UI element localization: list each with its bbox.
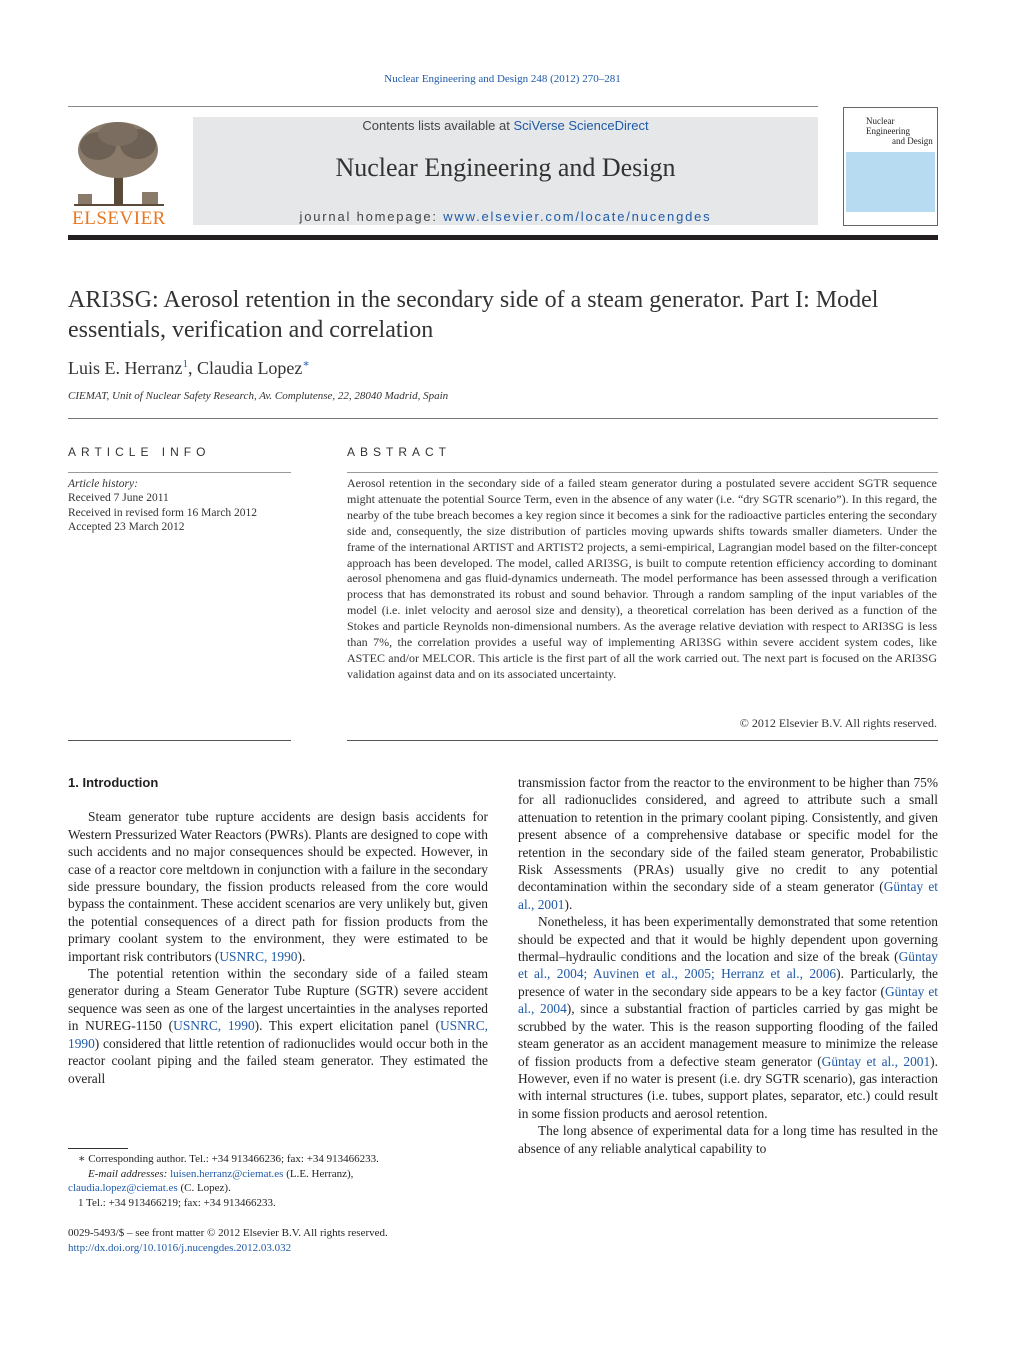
paragraph [68, 965, 488, 1087]
text-run: ). [564, 896, 573, 912]
email1-name: (L.E. Herranz), [283, 1167, 354, 1180]
corresponding-author-mark[interactable]: ∗ [302, 358, 310, 370]
cover-title-line2: and Design [892, 136, 933, 146]
section-rule [68, 418, 938, 419]
history-label: Article history: [68, 478, 138, 490]
text-run: ), since a substantial fraction of particles carried by gas might be scrubbed by the water. This is the reason supporting flooding of the failed steam generator as an accident management measure to minimize the release of fission products from a defective steam generator ( [518, 1001, 938, 1069]
citation-link[interactable]: USNRC, 1990 [219, 948, 298, 964]
citation-link[interactable]: USNRC, 1990 [173, 1018, 255, 1034]
footnote-corresponding: ∗ Corresponding author. Tel.: +34 913466236; fax: +34 913466233. [78, 1153, 379, 1165]
text-run: ). Particularly, the presence of water in the secondary side appears to be a key factor ( [518, 966, 938, 999]
homepage-prefix: journal homepage: [299, 209, 444, 224]
abstract-text: Aerosol retention in the secondary side of a failed steam generator during a postulated severe accident SGTR sequence might attenuate the potential Source Term, even in the absence of any water (i.e. “dry SGTR scenario”). In this regard, the nearby of the tube breach becomes a key region since it becomes a sink for the radioactive particles entering the secondary side and, consequently, the size distribution of particles moving upwards shifts towards smaller diameters. Under the frame of the international ARTIST and ARTIST2 projects, a semi-empirical, Lagrangian model based on the filter-concept approach has been developed. The model, called ARI3SG, is built to compute retention efficiency according to dominant aerosol phenomena and gas fluid-dynamics underneath. The model performance has been assessed through a verification process that has demonstrated its robust and sound behavior. Through a random sampling of the input variables of the model (i.e. inlet velocity and aerosol size and density), a theoretical correlation has been derived as a function of the Stokes and particle Reynolds non-dimensional numbers. As the average relative deviation with respect to ARI3SG is less than 7%, the correlation provides a useful way of implementing ARI3SG within severe accident system codes, like ASTEC and/or MELCOR. This article is the first part of all the work carried out. The next part is focused on the ARI3SG validation against data and on its associated uncertainty. [347, 476, 937, 681]
contents-line [193, 118, 818, 133]
abstract-rule-bottom [347, 740, 938, 741]
author-list [68, 357, 310, 379]
body-column-left [68, 774, 488, 1087]
author1-footnote-mark[interactable]: 1 [182, 358, 188, 370]
paragraph [518, 913, 938, 1122]
email-label: E-mail addresses: [88, 1167, 171, 1180]
elsevier-logo [68, 118, 170, 228]
author-separator: , [187, 358, 197, 378]
footnote-emails [68, 1167, 498, 1182]
text-run: transmission factor from the reactor to the environment to be higher than 75% for all radionuclides considered, and agreed to attribute such a small attenuation to retention in the primary coolant piping. Consistently, and given present absence of a comprehensive database or specific model for the retention in the secondary side of the failed steam generator, Probabilistic Risk Assessments (PRAs) usually give no credit to any potential decontamination within the secondary side of a steam generator ( [518, 775, 938, 895]
footnote-1: 1 Tel.: +34 913466219; fax: +34 913466233. [78, 1196, 276, 1209]
header-thick-rule [68, 235, 938, 240]
homepage-link[interactable]: www.elsevier.com/locate/nucengdes [443, 209, 712, 224]
abstract-heading: ABSTRACT [347, 445, 452, 459]
paragraph [68, 808, 488, 965]
cover-title [866, 116, 937, 146]
author-lopez: Claudia Lopez [196, 358, 303, 378]
journal-cover-thumbnail[interactable] [843, 107, 938, 226]
text-run: The potential retention within the secondary side of a failed steam generator during a Steam Generator Tube Rupture (SGTR) severe accident sequence was seen as one of the largest uncertainties in the analyses reported in NUREG-1150 ( [68, 966, 488, 1034]
citation-link[interactable]: Güntay et al., 2004 [518, 983, 938, 1017]
article-title: ARI3SG: Aerosol retention in the secondary side of a steam generator. Part I: Model essentials, verification and correlation [68, 287, 879, 343]
footnote-rule [68, 1148, 128, 1149]
paragraph [518, 774, 938, 913]
citation-link[interactable]: Güntay et al., 2001 [518, 879, 938, 912]
cover-title-line1: Nuclear Engineering [866, 116, 910, 136]
text-run: Nonetheless, it has been experimentally demonstrated that some retention should be expected and that it would be highly dependent upon governing thermal–hydraulic conditions and the location and size of the break ( [518, 914, 938, 965]
citation-link[interactable]: Güntay et al., 2001 [821, 1053, 931, 1069]
author-herranz: Luis E. Herranz [68, 358, 183, 378]
front-matter [68, 1226, 388, 1255]
text-run: ) considered that little retention of radionuclides would occur both in the reactor coolant piping and the failed steam generator. They estimated the overall [68, 1035, 488, 1086]
text-run: ). However, even if no water is present (i.e. dry SGTR scenario), gas interaction with internal structures (i.e. tubes, support plates, separator, etc.) could result in some fission products and aerosol retention. [518, 1053, 938, 1121]
citation-link[interactable]: Güntay et al., 2004; Auvinen et al., 2005; Herranz et al., 2006 [518, 949, 938, 982]
sciencedirect-link[interactable]: SciVerse ScienceDirect [513, 118, 649, 133]
text-run: ). [297, 948, 306, 964]
text-run: Steam generator tube rupture accidents are design basis accidents for Western Pressurized Water Reactors (PWRs). Plants are designed to cope with such accidents and no major consequences should be expected. However, in case of a reactor core meltdown in conjunction with a failure in the secondary side pressure boundary, the fission products released from the core would bypass the containment. These accident scenarios are very unlikely but, given the potential consequences of a direct path for fission products from the primary coolant system to the environment, they were estimated to be important risk contributors ( [68, 809, 488, 964]
footnotes [68, 1152, 498, 1210]
body-column-right [518, 774, 938, 1157]
contents-prefix: Contents lists available at [362, 118, 514, 133]
revised-date: Received in revised form 16 March 2012 [68, 506, 258, 519]
footnote-emails-cont [68, 1181, 498, 1196]
journal-title: Nuclear Engineering and Design [335, 153, 676, 182]
copyright-notice: © 2012 Elsevier B.V. All rights reserved. [739, 716, 937, 730]
section-heading-introduction: 1. Introduction [68, 775, 159, 790]
paragraph: The long absence of experimental data for a long time has resulted in the absence of any reliable analytical capability to [518, 1123, 938, 1156]
received-date: Received 7 June 2011 [68, 492, 169, 505]
citation-link[interactable]: USNRC, 1990 [68, 1018, 488, 1051]
journal-citation[interactable]: Nuclear Engineering and Design 248 (2012) 270–281 [384, 73, 621, 85]
article-info-rule-top [68, 472, 291, 473]
cover-art [846, 152, 935, 212]
article-info-heading: ARTICLE INFO [68, 445, 211, 459]
header-rule [68, 106, 818, 107]
abstract-rule-top [347, 472, 938, 473]
journal-banner [193, 117, 818, 225]
doi-link[interactable]: http://dx.doi.org/10.1016/j.nucengdes.2012.03.032 [68, 1241, 292, 1254]
email-link-lopez[interactable]: claudia.lopez@ciemat.es [68, 1182, 178, 1194]
affiliation: CIEMAT, Unit of Nuclear Safety Research, Av. Complutense, 22, 28040 Madrid, Spain [68, 390, 449, 402]
text-run: ). This expert elicitation panel ( [254, 1018, 440, 1034]
email-link-herranz[interactable]: luisen.herranz@ciemat.es [170, 1167, 284, 1180]
accepted-date: Accepted 23 March 2012 [68, 520, 185, 533]
article-history [68, 477, 257, 534]
issn-line: 0029-5493/$ – see front matter © 2012 Elsevier B.V. All rights reserved. [68, 1227, 388, 1239]
article-info-rule-bottom [68, 740, 291, 741]
email2-name: (C. Lopez). [177, 1182, 231, 1194]
journal-homepage [193, 209, 818, 224]
publisher-wordmark: ELSEVIER [72, 208, 166, 229]
